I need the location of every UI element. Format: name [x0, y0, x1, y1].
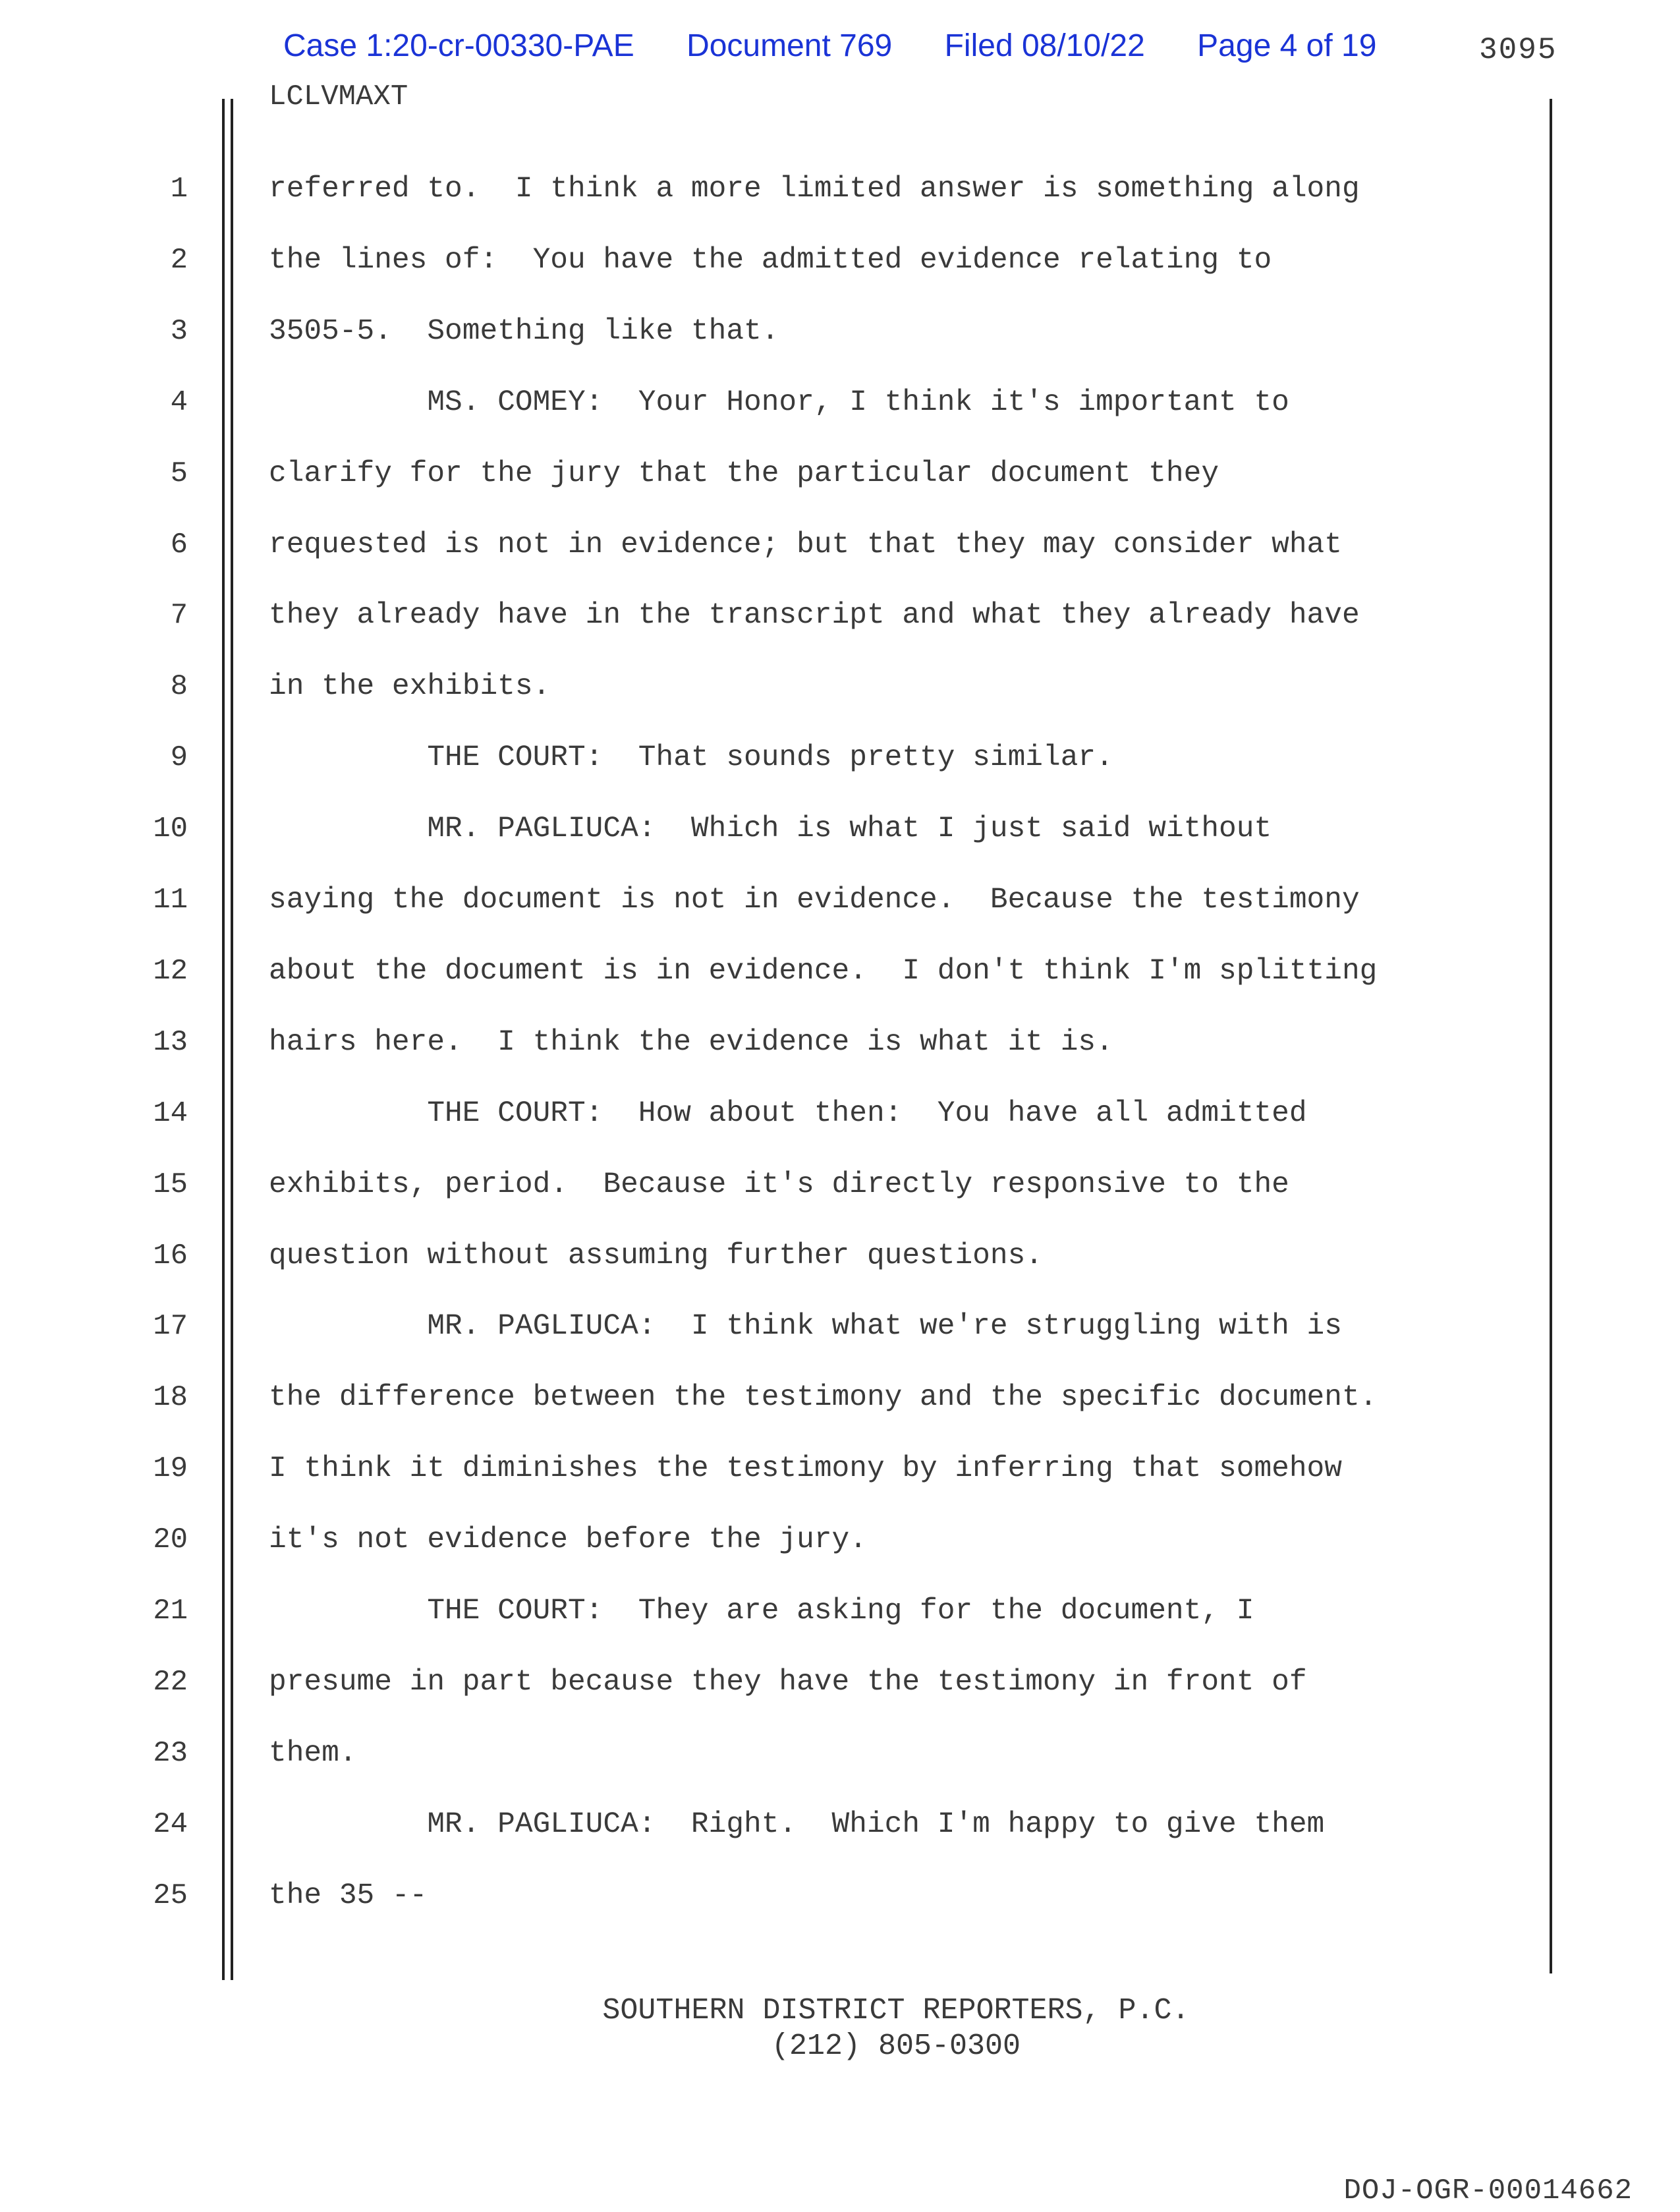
line-text: I think it diminishes the testimony by inferring that somehow	[269, 1452, 1342, 1486]
footer	[0, 1993, 1680, 2064]
line-number: 10	[153, 812, 188, 846]
line-number: 24	[153, 1807, 188, 1841]
transcript-line	[0, 1595, 1680, 1634]
line-text: THE COURT: They are asking for the document, I	[269, 1595, 1254, 1628]
transcript-line	[0, 1381, 1680, 1421]
line-number: 18	[153, 1381, 188, 1415]
transcript-line	[0, 1666, 1680, 1705]
line-text: referred to. I think a more limited answer is something along	[269, 173, 1360, 206]
line-number: 12	[153, 954, 188, 988]
line-text: the lines of: You have the admitted evidence relating to	[269, 243, 1272, 277]
line-number: 23	[153, 1736, 188, 1770]
line-number: 21	[153, 1595, 188, 1628]
line-number: 19	[153, 1452, 188, 1486]
transcript-page-number: 3095	[1479, 33, 1557, 67]
line-text: they already have in the transcript and what they already have	[269, 599, 1360, 633]
line-text: presume in part because they have the testimony in front of	[269, 1665, 1307, 1699]
transcript-line	[0, 173, 1680, 212]
transcript-line	[0, 528, 1680, 568]
line-text: about the document is in evidence. I don't think I'm splitting	[269, 954, 1378, 988]
transcript-line	[0, 1026, 1680, 1065]
transcript-line	[0, 386, 1680, 426]
transcript-line	[0, 812, 1680, 852]
line-text: THE COURT: That sounds pretty similar.	[269, 741, 1113, 775]
transcript-line	[0, 1452, 1680, 1492]
line-text: it's not evidence before the jury.	[269, 1523, 867, 1557]
line-text: requested is not in evidence; but that they may consider what	[269, 528, 1342, 561]
line-text: them.	[269, 1736, 357, 1770]
line-number: 9	[170, 741, 188, 775]
page-of: Page 4 of 19	[1197, 28, 1377, 63]
line-text: saying the document is not in evidence. Because the testimony	[269, 884, 1360, 917]
line-number: 6	[170, 528, 188, 561]
line-text: MR. PAGLIUCA: Which is what I just said without	[269, 812, 1272, 846]
transcript-line	[0, 955, 1680, 994]
case-number: Case 1:20-cr-00330-PAE	[283, 28, 634, 63]
transcript-line	[0, 1097, 1680, 1137]
transcript-line	[0, 1879, 1680, 1919]
line-text: exhibits, period. Because it's directly responsive to the	[269, 1168, 1289, 1201]
line-number: 16	[153, 1239, 188, 1272]
line-text: MS. COMEY: Your Honor, I think it's important to	[269, 385, 1289, 419]
line-text: question without assuming further questions.	[269, 1239, 1043, 1272]
transcript-line	[0, 884, 1680, 923]
line-number: 11	[153, 884, 188, 917]
transcript-line	[0, 670, 1680, 710]
line-text: THE COURT: How about then: You have all admitted	[269, 1096, 1307, 1130]
transcript-line	[0, 599, 1680, 638]
line-text: 3505-5. Something like that.	[269, 314, 779, 348]
line-text: in the exhibits.	[269, 670, 551, 704]
ecf-header	[283, 28, 1420, 64]
line-number: 4	[170, 385, 188, 419]
transcript-line	[0, 1168, 1680, 1208]
transcript-line	[0, 1239, 1680, 1279]
transcript-code: LCLVMAXT	[269, 80, 408, 113]
line-number: 2	[170, 243, 188, 277]
line-text: clarify for the jury that the particular document they	[269, 457, 1219, 490]
bates-number: DOJ-OGR-00014662	[1343, 2174, 1633, 2207]
line-text: hairs here. I think the evidence is what it is.	[269, 1025, 1113, 1059]
line-text: MR. PAGLIUCA: I think what we're struggling with is	[269, 1310, 1342, 1344]
line-text: the difference between the testimony and the specific document.	[269, 1381, 1378, 1415]
line-number: 3	[170, 314, 188, 348]
transcript-line	[0, 741, 1680, 781]
line-number: 5	[170, 457, 188, 490]
line-number: 20	[153, 1523, 188, 1557]
transcript-line	[0, 1737, 1680, 1776]
line-number: 25	[153, 1879, 188, 1912]
line-number: 1	[170, 173, 188, 206]
line-number: 14	[153, 1096, 188, 1130]
filed-date: Filed 08/10/22	[944, 28, 1145, 63]
line-number: 22	[153, 1665, 188, 1699]
transcript-line	[0, 1523, 1680, 1563]
line-number: 17	[153, 1310, 188, 1344]
transcript-line	[0, 1310, 1680, 1349]
line-text: the 35 --	[269, 1879, 428, 1912]
line-number: 7	[170, 599, 188, 633]
transcript-line	[0, 1808, 1680, 1848]
line-number: 8	[170, 670, 188, 704]
transcript-line	[0, 244, 1680, 283]
document-number: Document 769	[686, 28, 893, 63]
line-number: 15	[153, 1168, 188, 1201]
transcript-line	[0, 315, 1680, 354]
reporter-phone: (212) 805-0300	[771, 2029, 1021, 2063]
transcript-line	[0, 457, 1680, 497]
reporter-name: SOUTHERN DISTRICT REPORTERS, P.C.	[602, 1994, 1190, 2028]
line-number: 13	[153, 1025, 188, 1059]
line-text: MR. PAGLIUCA: Right. Which I'm happy to give them	[269, 1807, 1325, 1841]
